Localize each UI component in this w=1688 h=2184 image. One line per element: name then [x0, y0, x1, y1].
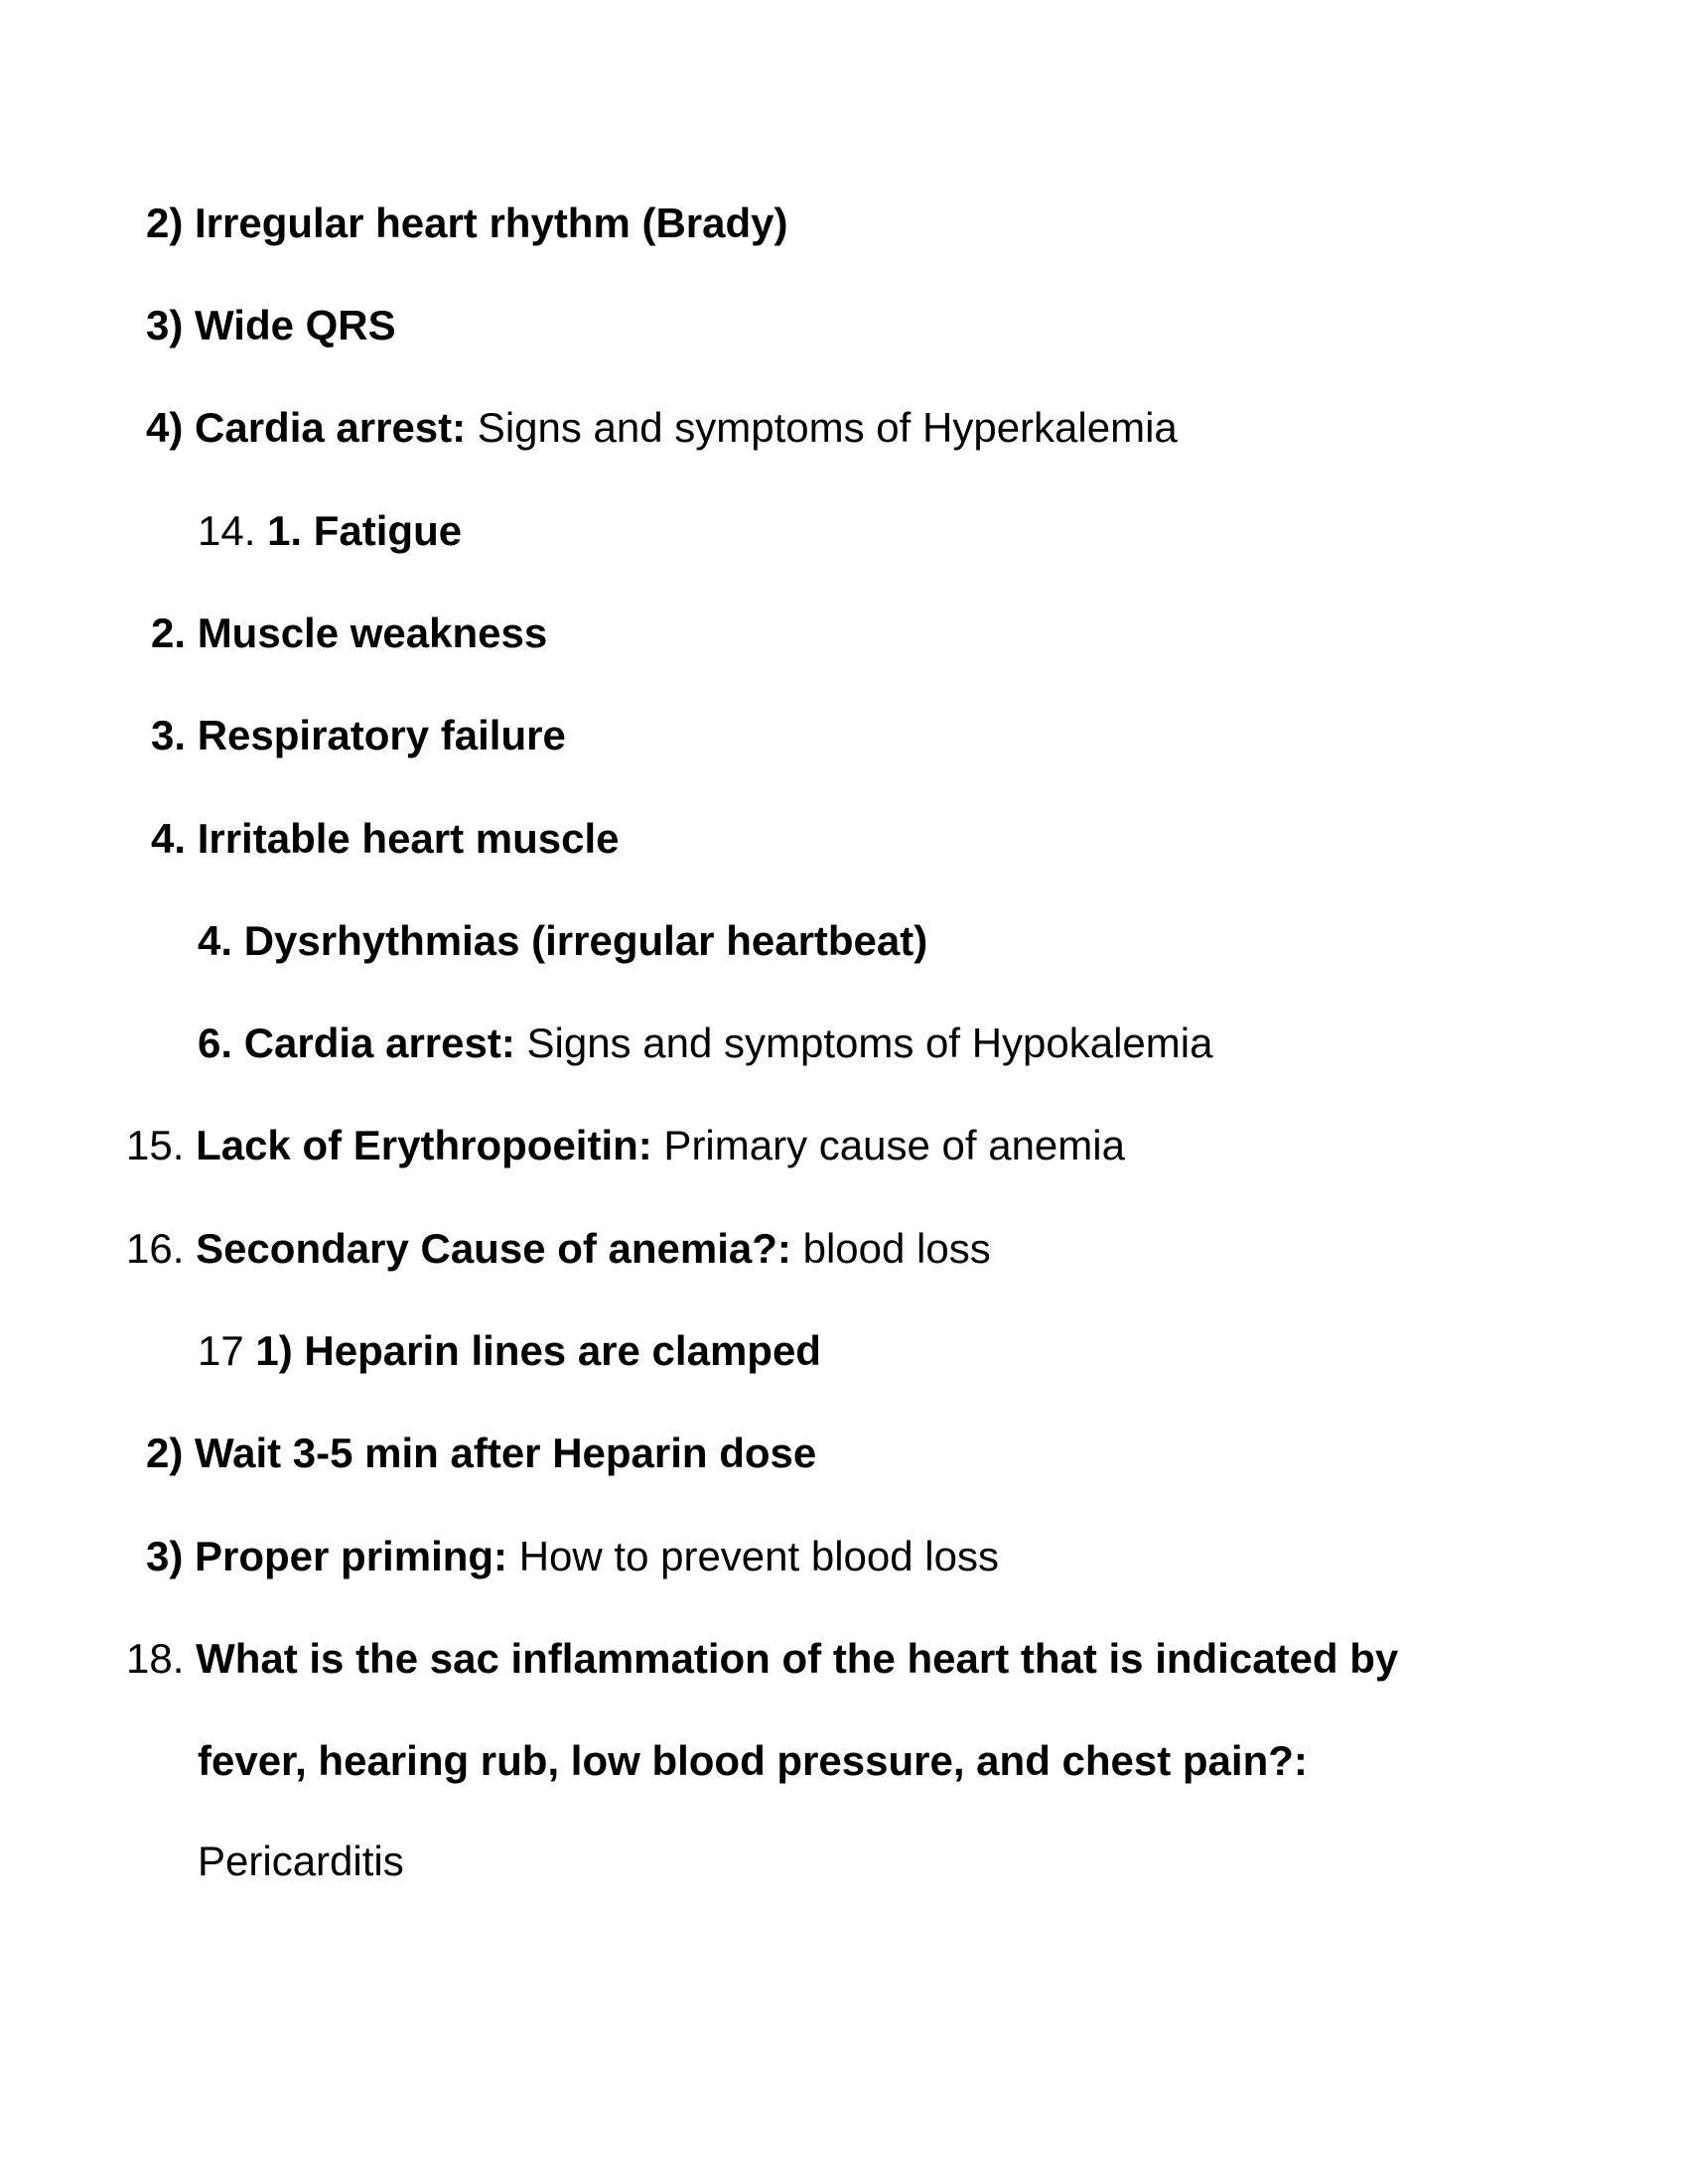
line-bold: 2) Wait 3-5 min after Heparin dose — [146, 1430, 817, 1476]
line-item-17-heparin-clamped — [198, 1327, 821, 1374]
line-bold: 4. Dysrhythmias (irregular heartbeat) — [198, 917, 928, 964]
line-cardia-arrest-hyperkalemia — [146, 404, 1178, 451]
line-item-18-question — [126, 1635, 1399, 1682]
line-item-14-fatigue — [198, 507, 463, 554]
line-text: blood loss — [790, 1225, 991, 1272]
line-dysrhythmias — [198, 917, 928, 964]
item-number: 14. — [198, 507, 268, 554]
line-bold: 4) Cardia arrest: — [146, 404, 467, 451]
line-cardia-arrest-hypokalemia — [198, 1020, 1213, 1066]
item-number: 17 — [198, 1327, 256, 1374]
line-proper-priming — [146, 1533, 999, 1579]
line-text: Signs and symptoms of Hypokalemia — [514, 1020, 1213, 1066]
line-text: Signs and symptoms of Hyperkalemia — [466, 404, 1178, 451]
line-bold: 6. Cardia arrest: — [198, 1020, 515, 1066]
line-bold: 1) Heparin lines are clamped — [255, 1327, 821, 1374]
line-text: Primary cause of anemia — [651, 1122, 1125, 1168]
line-wait-heparin-dose — [146, 1430, 817, 1476]
line-bold: Lack of Erythropoeitin: — [196, 1122, 652, 1168]
line-bold: 2) Irregular heart rhythm (Brady) — [146, 200, 788, 246]
line-bold: What is the sac inflammation of the heart that is indicated by — [196, 1635, 1399, 1682]
line-pericarditis-answer — [198, 1838, 404, 1884]
line-bold: Secondary Cause of anemia?: — [196, 1225, 791, 1272]
line-bold: 4. Irritable heart muscle — [151, 815, 620, 862]
line-respiratory-failure — [151, 712, 566, 758]
line-bold: fever, hearing rub, low blood pressure, and chest pain?: — [198, 1737, 1308, 1784]
line-bold: 1. Fatigue — [267, 507, 463, 554]
line-irregular-heart-rhythm — [146, 200, 788, 246]
item-number: 16. — [126, 1225, 197, 1272]
line-muscle-weakness — [151, 610, 548, 656]
line-item-18-question-continued — [198, 1737, 1308, 1784]
item-number: 18. — [126, 1635, 197, 1682]
line-text: Pericarditis — [198, 1838, 404, 1884]
item-number: 15. — [126, 1122, 197, 1168]
line-bold: 3. Respiratory failure — [151, 712, 566, 758]
line-text: How to prevent blood loss — [507, 1533, 999, 1579]
line-bold: 2. Muscle weakness — [151, 610, 548, 656]
line-wide-qrs — [146, 302, 396, 348]
line-bold: 3) Proper priming: — [146, 1533, 508, 1579]
line-irritable-heart-muscle — [151, 815, 620, 862]
line-bold: 3) Wide QRS — [146, 302, 396, 348]
line-item-16-secondary-anemia — [126, 1225, 991, 1272]
line-item-15-erythropoeitin — [126, 1122, 1125, 1168]
